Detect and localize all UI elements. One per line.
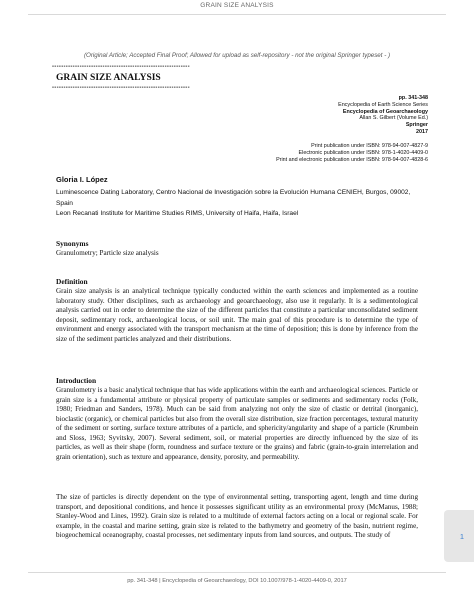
footer-divider	[28, 572, 446, 573]
introduction-heading: Introduction	[56, 376, 97, 385]
citation-editor: Allan S. Gilbert (Volume Ed.)	[359, 115, 428, 122]
introduction-paragraph-2: The size of particles is directly dependent on the type of environmental setting, transporting agent, length and time during transport, and depositional conditions, and hence it possesses significant utility as an environmental proxy (McManus, 1988; Stanley-Wood and Lines, 1992). Grain size is related to a multitude of external factors acting on a local or regional scale. For example, in the coastal and marine setting, grain size is related to the bathymetry and geometry of the basin, nutrient regime, biogeochemical oceanography, coastal processes, net sedimentary inputs from land sources, and outputs. The study of	[56, 493, 418, 539]
synonyms-text: Granulometry; Particle size analysis	[56, 249, 159, 257]
affiliation-1: Luminescence Dating Laboratory, Centro Nacional de Investigación sobre la Evolución Humana CENIEH, Burgos, 09002, Spain	[56, 189, 411, 207]
title-dashes-top: ------------------------------------------------------------	[52, 64, 190, 70]
accepted-proof-notice: (Original Article; Accepted Final Proof; Allowed for upload as self-repository - not the original Springer typeset - )	[83, 52, 391, 59]
running-footer: pp. 341-348 | Encyclopedia of Geoarchaeology, DOI 10.1007/978-1-4020-4409-0, 2017	[127, 578, 347, 584]
affiliation-2: Leon Recanati Institute for Maritime Studies RIMS, University of Haifa, Haifa, Israel	[56, 210, 299, 217]
isbn-print: Print publication under ISBN: 978-94-007-4827-9	[311, 143, 428, 149]
citation-book: Encyclopedia of Geoarchaeology	[342, 108, 428, 115]
article-title: GRAIN SIZE ANALYSIS	[56, 73, 161, 83]
title-dashes-bottom: ------------------------------------------------------------	[52, 85, 190, 91]
definition-text: Grain size analysis is an analytical technique typically conducted within the earth sciences and implemented as a routine laboratory study. Other disciplines, such as archaeology and geoarchaeology, also use it regularly. It is a sedimentological analysis carried out in order to determine the size of the different particles that constitute a particular unconsolidated sediment deposit, sedimentary rock, archaeological locus, or soil unit. The main goal of this procedure is to determine the type of environment and energy associated with the transport mechanism at the time of deposition; this is done by inference from the size of the sediment particles analyzed and their distributions.	[56, 287, 418, 343]
introduction-paragraph-1: Granulometry is a basic analytical technique that has wide applications within the earth and archaeological sciences. Particle or grain size is a fundamental attribute or physical property of particulate samples or sediments and sedimentary rocks (Folk, 1980; Friedman and Sanders, 1978). Much can be said from analyzing not only the size of clastic or detrital (inorganic), bioclastic (organic), or chemical particles but also from the overall size distribution, size fraction percentages, textural maturity of the sediment or sorting, surface texture attributes of a particle, and sphericity/angularity and shape of a particle (Krumbein and Sloss, 1963; Syvitsky, 2007). Several sediment, soil, or material properties are directly influenced by the size of its particles, as well as their shape (form, roundness and surface texture or the grains) and fabric (grain-to-grain interrelation and grain orientation), such as texture and appearance, density, porosity, and permeability.	[56, 386, 418, 461]
running-header: GRAIN SIZE ANALYSIS	[200, 2, 274, 9]
citation-publisher: Springer	[405, 122, 428, 129]
isbn-electronic: Electronic publication under ISBN: 978-1-4020-4409-0	[298, 149, 428, 156]
author-affiliations	[56, 188, 426, 220]
isbn-print-electronic: Print and electronic publication under ISBN: 978-94-007-4828-6	[276, 156, 428, 163]
author-name: Gloria I. López	[56, 175, 108, 184]
citation-pages: pp. 341-348	[398, 95, 428, 101]
definition-heading: Definition	[56, 277, 88, 286]
citation-block	[338, 95, 428, 136]
page-number: 1	[459, 532, 464, 541]
header-divider	[28, 14, 446, 15]
citation-year: 2017	[416, 128, 428, 135]
citation-series: Encyclopedia of Earth Science Series	[338, 101, 428, 108]
isbn-block	[276, 143, 428, 163]
synonyms-heading: Synonyms	[56, 239, 89, 248]
